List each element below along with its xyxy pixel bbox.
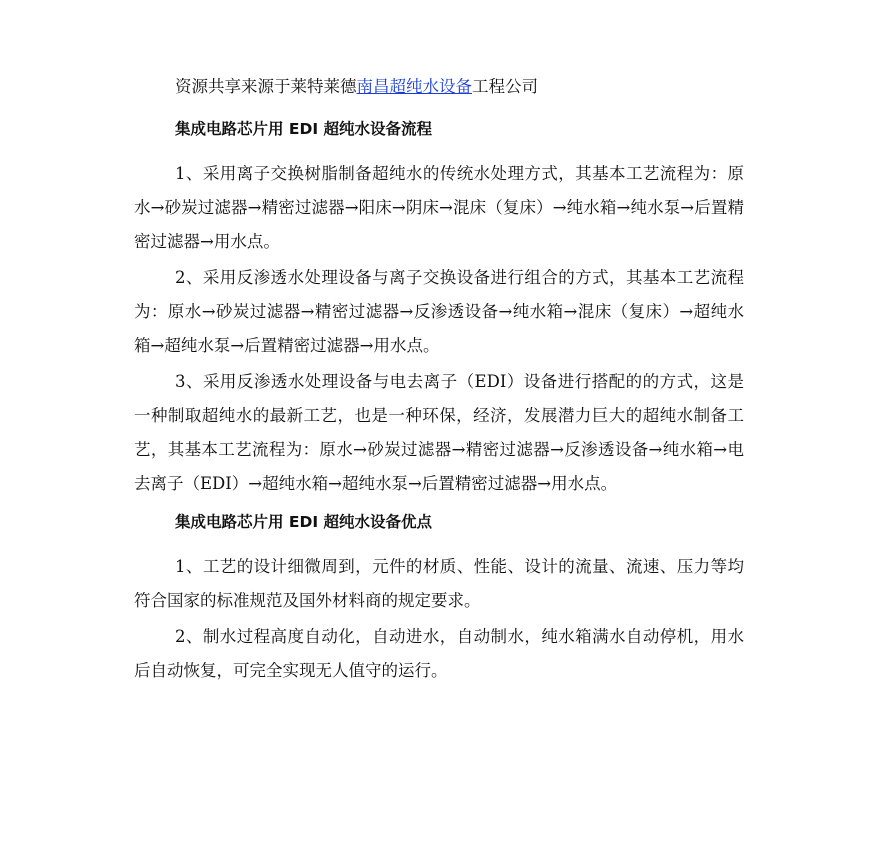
advantage-paragraph-2: 2、制水过程高度自动化，自动进水，自动制水，纯水箱满水自动停机，用水后自动恢复，可完全实现无人值守的运行。 — [134, 627, 744, 680]
process-paragraph-3: 3、采用反渗透水处理设备与电去离子（EDI）设备进行搭配的的方式，这是一种制取超纯水的最新工艺，也是一种环保，经济，发展潜力巨大的超纯水制备工艺，其基本工艺流程为：原水→砂炭过滤器→精密过滤器→反渗透设备→纯水箱→电去离子（EDI）→超纯水箱→超纯水泵→后置精密过滤器→用水点。 — [134, 372, 744, 493]
intro-line — [134, 76, 744, 98]
process-paragraph-2: 2、采用反渗透水处理设备与离子交换设备进行组合的方式，其基本工艺流程为：原水→砂炭过滤器→精密过滤器→反渗透设备→纯水箱→混床（复床）→超纯水箱→超纯水泵→后置精密过滤器→用水点。 — [134, 268, 744, 355]
section-heading-process: 集成电路芯片用 EDI 超纯水设备流程 — [175, 120, 433, 138]
source-link[interactable]: 南昌超纯水设备 — [356, 77, 472, 96]
advantage-paragraph-1: 1、工艺的设计细微周到，元件的材质、性能、设计的流量、流速、压力等均符合国家的标准规范及国外材料商的规定要求。 — [134, 557, 744, 610]
intro-prefix: 资源共享来源于莱特莱德 — [175, 77, 357, 96]
intro-suffix: 工程公司 — [472, 77, 538, 96]
process-paragraph-1: 1、采用离子交换树脂制备超纯水的传统水处理方式，其基本工艺流程为：原水→砂炭过滤器→精密过滤器→阳床→阴床→混床（复床）→纯水箱→纯水泵→后置精密过滤器→用水点。 — [134, 164, 744, 251]
document-body — [134, 76, 744, 688]
section-heading-advantages: 集成电路芯片用 EDI 超纯水设备优点 — [175, 513, 433, 531]
